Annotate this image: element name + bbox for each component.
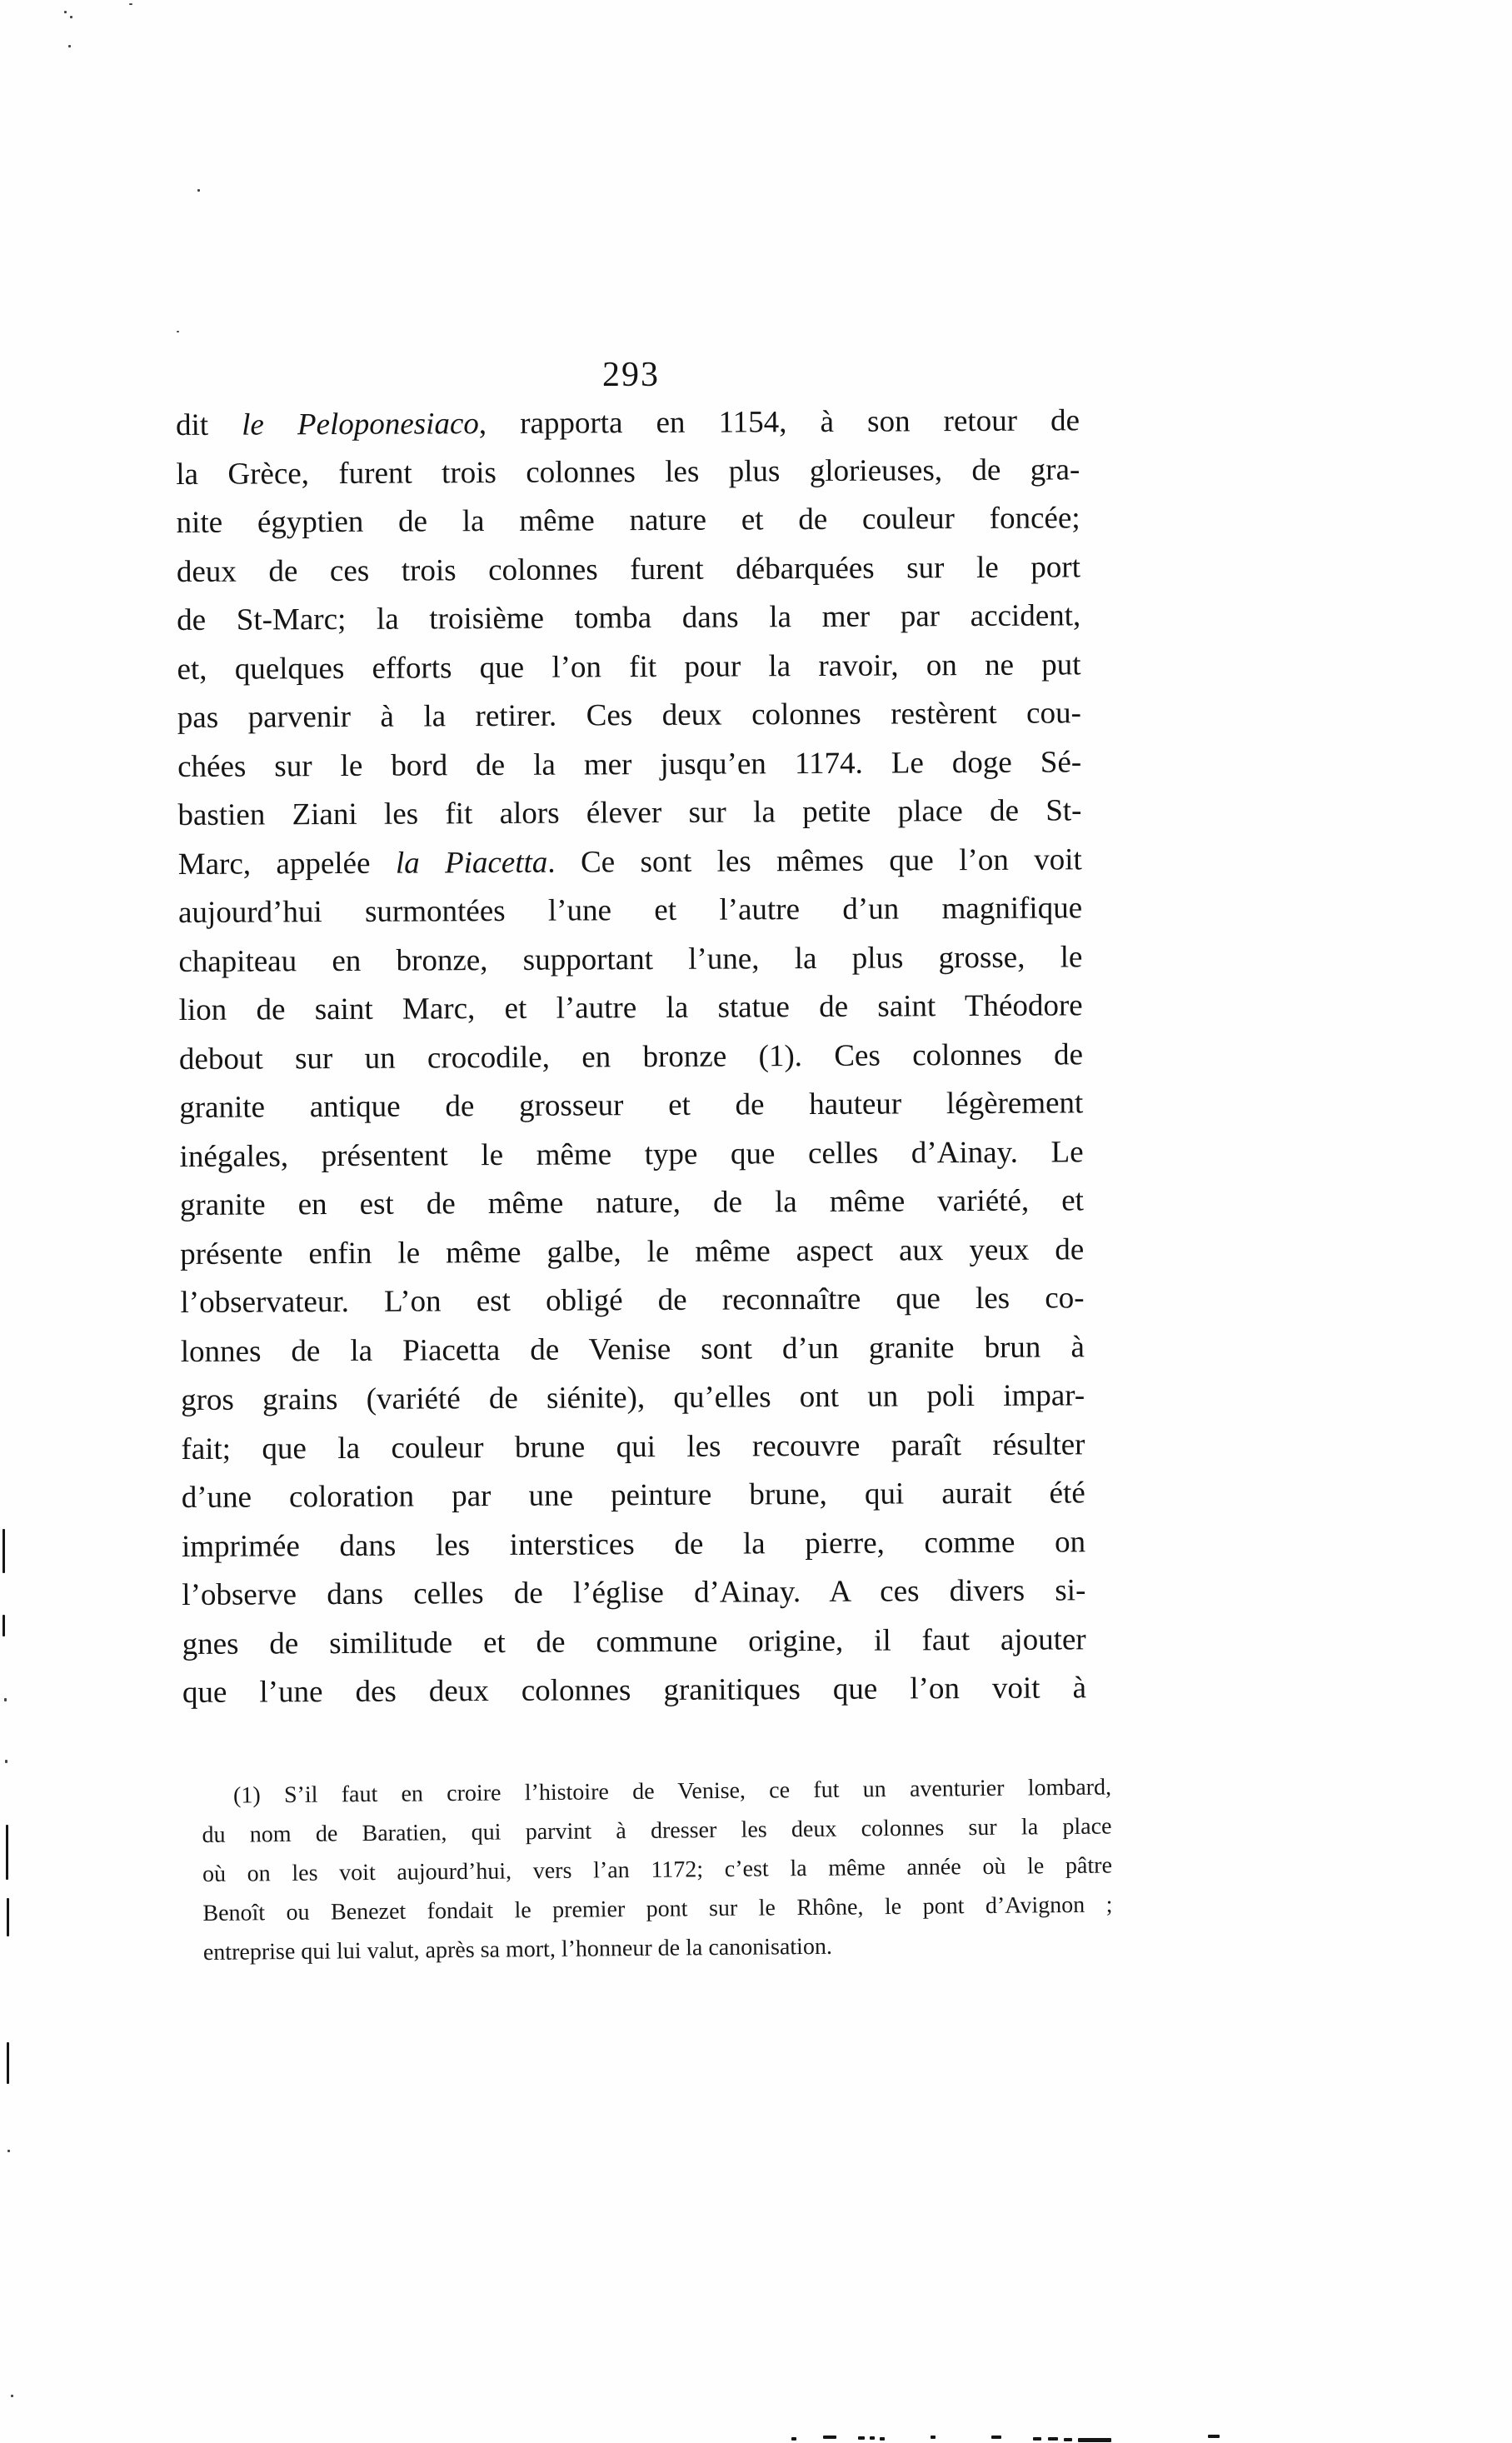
footnote-line: où on les voit aujourd’hui, vers l’an 1172; c’est la même année où le pâtre — [202, 1852, 1113, 1887]
footnote-line: Benoît ou Benezet fondait le premier pont sur le Rhône, le pont d’Avignon ; — [202, 1891, 1113, 1926]
page-number: 293 — [602, 356, 660, 394]
body-line: granite antique de grosseur et de hauteur légèrement — [179, 1086, 1084, 1125]
body-line: imprimée dans les interstices de la pierre, comme on — [181, 1524, 1086, 1564]
speck — [129, 3, 132, 5]
body-line: gros grains (variété de siénite), qu’elles ont un poli impar- — [181, 1378, 1085, 1417]
body-line: aujourd’hui surmontées l’une et l’autre d’un magnifique — [177, 891, 1083, 931]
margin-mark — [2, 1615, 5, 1636]
footnote-line: entreprise qui lui valut, après sa mort, l’honneur de la canonisation. — [202, 1933, 833, 1966]
bottom-edge-mark — [858, 2436, 865, 2440]
body-line: pas parvenir à la retirer. Ces deux colonnes restèrent cou- — [177, 696, 1081, 736]
body-line: fait; que la couleur brune qui les recouvre paraît résulter — [181, 1426, 1085, 1466]
footnote-line: du nom de Baratien, qui parvint à dresser les deux colonnes sur la place — [202, 1813, 1112, 1849]
body-text — [176, 397, 1086, 1717]
speck — [197, 189, 200, 192]
body-line: granite en est de même nature, de la même variété, et — [179, 1183, 1085, 1222]
bottom-edge-mark — [1078, 2438, 1111, 2442]
footnote-line: (1) S’il faut en croire l’histoire de Venise, ce fut un aventurier lombard, — [232, 1774, 1112, 1809]
body-line: inégales, présentent le même type que celles d’Ainay. Le — [179, 1134, 1084, 1174]
body-line: chées sur le bord de la mer jusqu’en 1174. Le doge Sé- — [177, 744, 1082, 784]
body-line — [176, 397, 1080, 450]
italic-text-segment: le Peloponesiaco — [242, 407, 479, 442]
italic-text-segment: la Piacetta — [395, 845, 548, 881]
bottom-edge-mark — [1064, 2438, 1072, 2441]
speck — [7, 2150, 10, 2152]
margin-mark — [6, 1825, 8, 1880]
body-line: gnes de similitude et de commune origine, il faut ajouter — [182, 1621, 1086, 1661]
bottom-edge-mark — [880, 2437, 885, 2441]
body-line: que l’une des deux colonnes granitiques que l’on voit à — [182, 1671, 1087, 1710]
speck — [70, 16, 72, 18]
speck — [4, 1698, 7, 1701]
bottom-edge-mark — [991, 2436, 1001, 2439]
speck — [68, 45, 71, 47]
body-line: lonnes de la Piacetta de Venise sont d’un granite brun à — [180, 1329, 1085, 1369]
body-line: l’observe dans celles de l’église d’Ainay. A ces divers si- — [182, 1573, 1086, 1612]
body-line: chapiteau en bronze, supportant l’une, la plus grosse, le — [178, 939, 1083, 979]
body-line: de St-Marc; la troisième tomba dans la mer par accident, — [177, 598, 1081, 638]
bottom-edge-mark — [823, 2436, 836, 2439]
margin-mark — [2, 1529, 5, 1573]
bottom-edge-mark — [870, 2436, 875, 2440]
speck — [5, 1760, 7, 1763]
speck — [11, 2395, 13, 2397]
text-segment: , rapporta en 1154, à son retour de — [478, 403, 1080, 442]
body-line: lion de saint Marc, et l’autre la statue de saint Théodore — [178, 988, 1083, 1028]
bottom-edge-mark — [1033, 2437, 1041, 2441]
body-line: la Grèce, furent trois colonnes les plus glorieuses, de gra- — [176, 452, 1080, 492]
body-line: deux de ces trois colonnes furent débarquées sur le port — [176, 549, 1081, 589]
body-line: bastien Ziani les fit alors élever sur la petite place de St- — [177, 793, 1082, 833]
body-line: debout sur un crocodile, en bronze (1). Ces colonnes de — [178, 1037, 1084, 1077]
text-segment: Marc, appelée — [177, 846, 396, 882]
body-line: présente enfin le même galbe, le même aspect aux yeux de — [180, 1231, 1085, 1271]
footnote-text — [202, 1768, 1113, 1972]
body-line: nite égyptien de la même nature et de couleur foncée; — [176, 501, 1080, 541]
bottom-edge-mark — [1208, 2435, 1220, 2438]
body-line: et, quelques efforts que l’on fit pour la ravoir, on ne put — [177, 647, 1081, 687]
bottom-edge-mark — [1048, 2437, 1058, 2441]
body-line — [178, 836, 1082, 889]
text-segment: . Ce sont les mêmes que l’on voit — [547, 842, 1082, 880]
text-segment: dit — [175, 407, 242, 443]
bottom-edge-mark — [931, 2436, 936, 2439]
bottom-edge-mark — [791, 2437, 796, 2441]
margin-mark — [7, 1898, 9, 1936]
body-line: d’une coloration par une peinture brune, qui aurait été — [181, 1476, 1085, 1515]
speck — [64, 11, 67, 13]
speck — [177, 331, 179, 332]
margin-mark — [7, 2042, 9, 2084]
body-line: l’observateur. L’on est obligé de reconnaître que les co- — [180, 1281, 1085, 1320]
